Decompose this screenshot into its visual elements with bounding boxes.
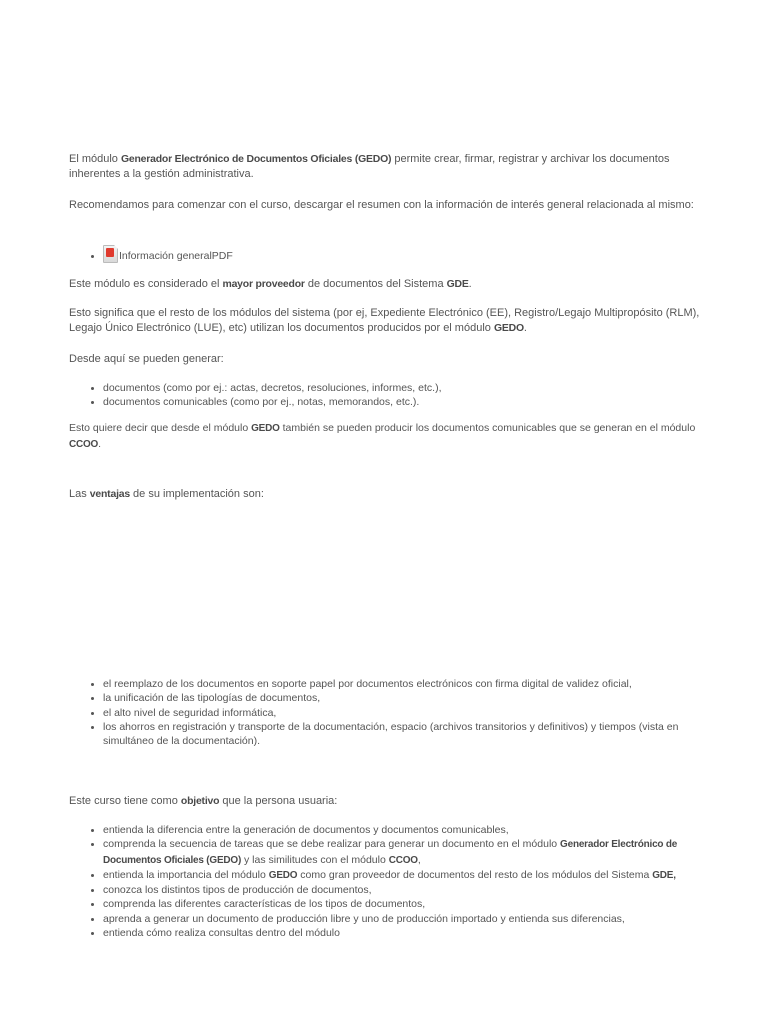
text: . <box>523 322 527 334</box>
text: de documentos del Sistema <box>304 278 447 290</box>
intro-paragraph <box>69 152 709 182</box>
list-item: • aprenda a generar un documento de producción libre y uno de producción importado y entienda sus diferencias, <box>103 912 723 926</box>
text: Este curso tiene como <box>69 795 181 807</box>
list-item: • la unificación de las tipologías de documentos, <box>103 691 723 705</box>
list-item: • documentos (como por ej.: actas, decretos, resoluciones, informes, etc.), <box>103 381 723 395</box>
text: . <box>468 278 472 290</box>
list-item: • documentos comunicables (como por ej., notas, memorandos, etc.). <box>103 395 723 409</box>
list-item <box>103 245 723 263</box>
file-link-label: Información generalPDF <box>119 250 233 262</box>
list-item: • los ahorros en registración y transporte de la documentación, espacio (archivos transitorios y definitivos) y tiempos (vista en simultáneo de la documentación). <box>103 720 723 749</box>
emphasis-text: Generador Electrónico de Documentos Oficiales (GEDO) <box>120 154 392 165</box>
recommendation-paragraph: Recomendamos para comenzar con el curso, descargar el resumen con la información de interés general relacionada al mismo: <box>69 199 694 211</box>
text: también se pueden producir los documentos comunicables que se generan en el módulo <box>279 422 696 434</box>
emphasis-text: Generador Electrónico de Documentos Oficiales (GEDO) <box>103 839 678 866</box>
list-item <box>103 837 723 868</box>
text: . <box>98 437 102 450</box>
list-item: • entienda cómo realiza consultas dentro del módulo <box>103 926 723 940</box>
emphasis-text: GEDO <box>493 323 524 334</box>
pdf-icon <box>103 245 118 263</box>
provider-paragraph <box>69 277 709 292</box>
file-download-link[interactable] <box>103 250 233 262</box>
objective-lead <box>69 794 709 809</box>
text: entienda la importancia del módulo <box>103 868 269 881</box>
emphasis-text: GDE, <box>652 869 676 881</box>
advantages-lead <box>69 487 709 502</box>
text: El módulo <box>69 153 121 165</box>
emphasis-text: CCOO <box>388 854 418 866</box>
list-item: • comprenda las diferentes características de los tipos de documentos, <box>103 897 723 911</box>
generate-lead: Desde aquí se pueden generar: <box>69 353 224 365</box>
text: y las similitudes con el módulo <box>241 853 389 866</box>
text: comprenda la secuencia de tareas que se debe realizar para generar un documento en el módulo <box>103 838 561 851</box>
emphasis-text: ventajas <box>89 489 130 500</box>
emphasis-text: GDE <box>446 279 469 290</box>
list-item: • conozca los distintos tipos de producción de documentos, <box>103 883 723 897</box>
text: como gran proveedor de documentos del resto de los módulos del Sistema <box>297 868 653 881</box>
text: Las <box>69 488 90 500</box>
emphasis-text: mayor proveedor <box>222 279 305 290</box>
text: Esto quiere decir que desde el módulo <box>69 422 252 434</box>
text: permite crear, firmar, registrar y archivar los documentos inherentes a la gestión administrativa. <box>69 153 670 180</box>
text: , <box>417 853 421 866</box>
list-item: • el reemplazo de los documentos en soporte papel por documentos electrónicos con firma digital de validez oficial, <box>103 677 723 691</box>
list-item <box>103 868 723 883</box>
advantages-list <box>69 677 723 748</box>
file-list <box>69 245 723 263</box>
generate-list <box>69 381 723 410</box>
objective-list <box>69 823 723 940</box>
modules-paragraph <box>69 306 709 336</box>
text: que la persona usuaria: <box>219 795 338 807</box>
emphasis-text: GEDO <box>268 869 298 881</box>
emphasis-text: CCOO <box>69 438 99 450</box>
text: Esto significa que el resto de los módulos del sistema (por ej, Expediente Electrónico (EE), Registro/Legajo Multipropósito (RLM), Legajo Único Electrónico (LUE), etc) utilizan los documentos producidos por el módulo <box>69 307 700 334</box>
emphasis-text: GEDO <box>251 423 280 434</box>
list-item: • entienda la diferencia entre la generación de documentos y documentos comunicables, <box>103 823 723 837</box>
text: de su implementación son: <box>129 488 264 500</box>
text: Este módulo es considerado el <box>69 278 223 290</box>
ccoo-paragraph <box>69 421 709 452</box>
list-item: • el alto nivel de seguridad informática, <box>103 706 723 720</box>
emphasis-text: objetivo <box>180 796 220 807</box>
